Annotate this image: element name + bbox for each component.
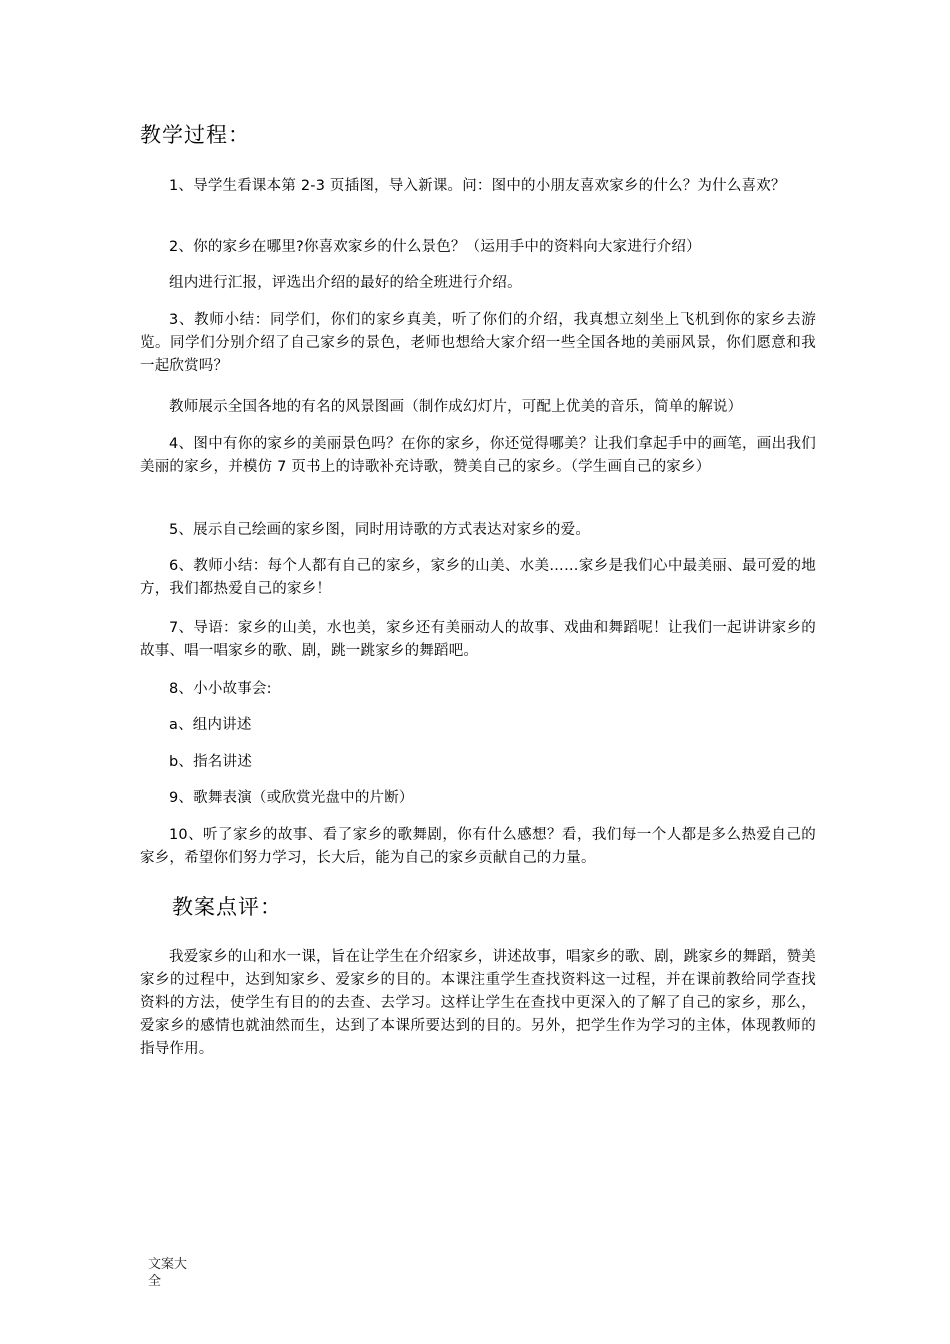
paragraph-step-10: 10、听了家乡的故事、看了家乡的歌舞剧，你有什么感想？看，我们每一个人都是多么热爱自己的家乡，希望你们努力学习，长大后，能为自己的家乡贡献自己的力量。 (140, 827, 816, 866)
paragraph-step-8b: b、指名讲述 (169, 754, 252, 770)
paragraph-step-5: 5、展示自己绘画的家乡图，同时用诗歌的方式表达对家乡的爱。 (169, 522, 591, 538)
section-heading-teaching-process: 教学过程： (140, 123, 250, 147)
paragraph-teacher-show: 教师展示全国各地的有名的风景图画（制作成幻灯片，可配上优美的音乐，简单的解说） (169, 399, 743, 415)
paragraph-step-2: 2、你的家乡在哪里?你喜欢家乡的什么景色？（运用手中的资料向大家进行介绍） (169, 239, 701, 255)
paragraph-step-6: 6、教师小结：每个人都有自己的家乡，家乡的山美、水美……家乡是我们心中最美丽、最可爱的地方，我们都热爱自己的家乡！ (140, 558, 816, 597)
paragraph-step-8: 8、小小故事会: (169, 681, 272, 697)
paragraph-review: 我爱家乡的山和水一课，旨在让学生在介绍家乡，讲述故事，唱家乡的歌、剧，跳家乡的舞蹈，赞美家乡的过程中，达到知家乡、爱家乡的目的。本课注重学生查找资料这一过程，并在课前教给同学查找资料的方法，使学生有目的的去查、去学习。这样让学生在查找中更深入的了解了自己的家乡，那么，爱家乡的感情也就油然而生，达到了本课所要达到的目的。另外，把学生作为学习的主体，体现教师的指导作用。 (140, 949, 816, 1057)
paragraph-step-8a: a、组内讲述 (169, 717, 252, 733)
paragraph-step-3: 3、教师小结：同学们，你们的家乡真美，听了你们的介绍，我真想立刻坐上飞机到你的家乡去游览。同学们分别介绍了自己家乡的景色，老师也想给大家介绍一些全国各地的美丽风景，你们愿意和我一起欣赏吗？ (140, 312, 816, 374)
paragraph-group-report: 组内进行汇报，评选出介绍的最好的给全班进行介绍。 (169, 275, 522, 291)
paragraph-step-9: 9、歌舞表演（或欣赏光盘中的片断） (169, 790, 414, 806)
paragraph-step-4: 4、图中有你的家乡的美丽景色吗？在你的家乡，你还觉得哪美？让我们拿起手中的画笔，画出我们美丽的家乡，并模仿 7 页书上的诗歌补充诗歌，赞美自己的家乡。（学生画自己的家乡） (140, 436, 816, 475)
footer-text: 文案大全 (148, 1257, 188, 1289)
paragraph-step-7: 7、导语：家乡的山美，水也美，家乡还有美丽动人的故事、戏曲和舞蹈呢！让我们一起讲讲家乡的故事、唱一唱家乡的歌、剧，跳一跳家乡的舞蹈吧。 (140, 620, 816, 659)
paragraph-step-1: 1、导学生看课本第 2-3 页插图，导入新课。问：图中的小朋友喜欢家乡的什么？为什么喜欢？ (169, 178, 786, 194)
section-heading-lesson-review: 教案点评： (172, 895, 282, 919)
